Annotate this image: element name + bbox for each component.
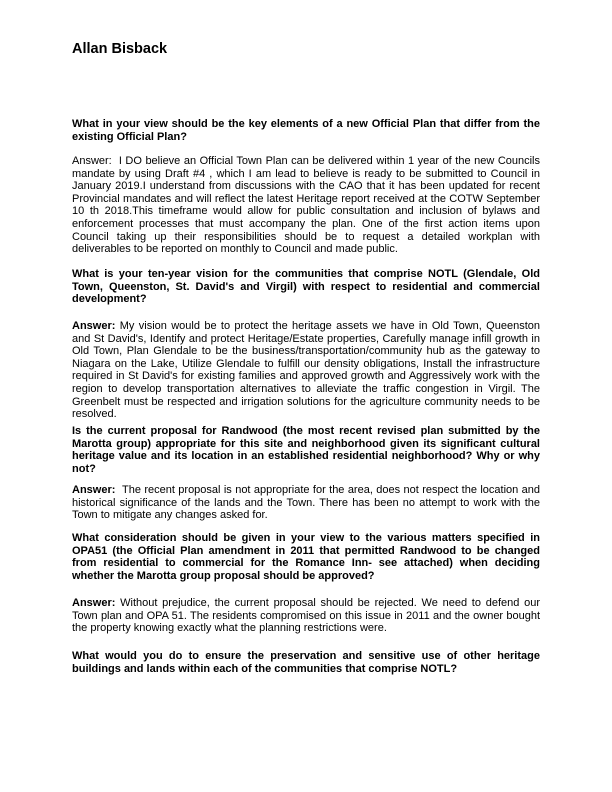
answer-text: My vision would be to protect the heritage assets we have in Old Town, Queenston and St David's, Identify and protect Heritage/Estate properties, Carefully manage infill growth in Old Town, Plan Glendale to be the business/transportation/community hub as the gateway to Niagara on the Lake, Utilize Glendale to fulfill our density obligations, Install the infrastructure required in St David's for existing families and approved growth and Aggressively work with the region to develop transportation alternatives to alleviate the traffic congestion in Virgil. The Greenbelt must be respected and irrigation solutions for the agriculture community needs to be resolved. — [72, 320, 540, 421]
answer-text: Without prejudice, the current proposal should be rejected. We need to defend our Town plan and OPA 51. The residents compromised on this issue in 2011 and the owner bought the property knowing exactly what the planning restrictions were. — [72, 597, 540, 635]
question-2: What is your ten-year vision for the communities that comprise NOTL (Glendale, Old Town, Queenston, St. David's and Virgil) with respect to residential and commercial development? — [72, 268, 540, 306]
answer-text: The recent proposal is not appropriate for the area, does not respect the location and historical significance of the lands and the Town. There has been no attempt to work with the Town to mitigate any changes asked for. — [72, 484, 544, 522]
answer-3 — [72, 484, 544, 522]
answer-label: Answer: — [72, 484, 116, 496]
question-3: Is the current proposal for Randwood (the most recent revised plan submitted by the Marotta group) appropriate for this site and neighborhood given its significant cultural heritage value and its location in an established residential neighborhood? Why or why not? — [72, 425, 540, 475]
answer-1 — [72, 155, 544, 256]
answer-label: Answer: — [72, 155, 112, 167]
question-4: What consideration should be given in your view to the various matters specified in OPA51 (the Official Plan amendment in 2011 that permitted Randwood to be changed from residential to commercial for the Romance Inn- see attached) when deciding whether the Marotta group proposal should be approved? — [72, 532, 540, 582]
question-1: What in your view should be the key elements of a new Official Plan that differ from the existing Official Plan? — [72, 118, 540, 143]
question-5: What would you do to ensure the preservation and sensitive use of other heritage buildings and lands within each of the communities that comprise NOTL? — [72, 650, 540, 675]
answer-4 — [72, 597, 540, 635]
answer-2 — [72, 320, 540, 421]
answer-text: I DO believe an Official Town Plan can be delivered within 1 year of the new Councils mandate by using Draft #4 , which I am lead to believe is ready to be submitted to Council in January 2019.I understand from discussions with the CAO that it has been updated for recent Provincial mandates and will reflect the latest Heritage report received at the COTW September 10 th 2018.This timeframe would allow for public consultation and inclusion of bylaws and enforcement processes that must accompany the plan. One of the first action items upon Council taking up their responsibilities should be to request a detailed workplan with deliverables to be reported on monthly to Council and made public. — [72, 155, 544, 256]
answer-label: Answer: — [72, 320, 116, 332]
author-name: Allan Bisback — [72, 41, 168, 57]
answer-label: Answer: — [72, 597, 116, 609]
